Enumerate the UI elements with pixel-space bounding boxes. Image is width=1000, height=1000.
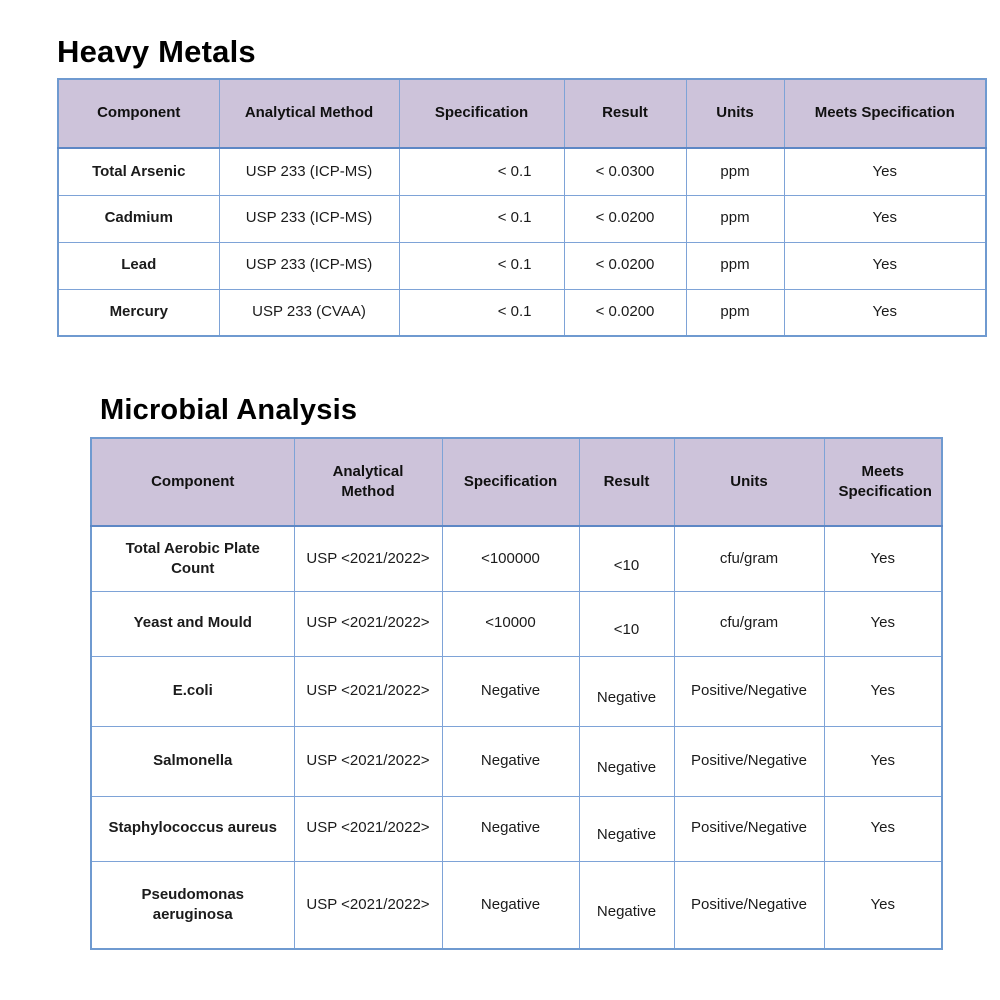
table-cell: Yeast and Mould [91, 591, 294, 656]
table-cell: < 0.0200 [564, 242, 686, 289]
column-header: Analytical Method [294, 438, 442, 526]
table-cell: < 0.0200 [564, 289, 686, 336]
heavy-metals-table [57, 78, 987, 337]
table-cell: USP 233 (CVAA) [219, 289, 399, 336]
column-header: Meets Specification [824, 438, 942, 526]
heavy-metals-title: Heavy Metals [57, 34, 256, 69]
table-cell: < 0.0200 [564, 195, 686, 242]
table-cell: E.coli [91, 656, 294, 726]
heavy-metals-table-body [58, 148, 986, 336]
table-row [91, 861, 942, 949]
table-cell: Negative [579, 726, 674, 796]
table-cell: Yes [784, 289, 986, 336]
table-cell: <10000 [442, 591, 579, 656]
table-cell: Yes [824, 796, 942, 861]
table-cell: < 0.1 [399, 195, 564, 242]
table-cell: USP <2021/2022> [294, 726, 442, 796]
table-cell: < 0.0300 [564, 148, 686, 195]
microbial-analysis-table-body [91, 526, 942, 949]
table-cell: Yes [784, 195, 986, 242]
column-header: Units [674, 438, 824, 526]
column-header: Analytical Method [219, 79, 399, 148]
table-cell: Negative [442, 796, 579, 861]
table-cell: < 0.1 [399, 242, 564, 289]
table-cell: USP <2021/2022> [294, 861, 442, 949]
table-cell: Yes [824, 656, 942, 726]
table-row [91, 656, 942, 726]
table-cell: USP <2021/2022> [294, 526, 442, 591]
table-cell: < 0.1 [399, 289, 564, 336]
heavy-metals-table-header [58, 79, 986, 148]
table-cell: Yes [824, 591, 942, 656]
table-cell: Positive/Negative [674, 656, 824, 726]
table-cell: Yes [784, 242, 986, 289]
table-cell: Staphylococcus aureus [91, 796, 294, 861]
table-cell: Positive/Negative [674, 861, 824, 949]
table-cell: USP <2021/2022> [294, 656, 442, 726]
table-cell: USP <2021/2022> [294, 796, 442, 861]
table-row [58, 195, 986, 242]
column-header: Result [564, 79, 686, 148]
microbial-analysis-title: Microbial Analysis [100, 394, 358, 426]
table-cell: Lead [58, 242, 219, 289]
table-cell: Total Aerobic Plate Count [91, 526, 294, 591]
column-header: Component [58, 79, 219, 148]
table-cell: USP 233 (ICP-MS) [219, 148, 399, 195]
column-header: Specification [399, 79, 564, 148]
table-row [91, 526, 942, 591]
table-cell: Yes [824, 861, 942, 949]
table-cell: Total Arsenic [58, 148, 219, 195]
header-row [58, 79, 986, 148]
table-cell: <10 [579, 591, 674, 656]
table-cell: Yes [824, 526, 942, 591]
table-cell: Yes [784, 148, 986, 195]
table-cell: Negative [442, 656, 579, 726]
table-cell: cfu/gram [674, 591, 824, 656]
table-row [58, 289, 986, 336]
table-cell: <10 [579, 526, 674, 591]
table-cell: ppm [686, 289, 784, 336]
table-cell: Negative [579, 861, 674, 949]
column-header: Component [91, 438, 294, 526]
table-row [58, 148, 986, 195]
table-cell: cfu/gram [674, 526, 824, 591]
table-cell: Cadmium [58, 195, 219, 242]
column-header: Result [579, 438, 674, 526]
table-cell: Yes [824, 726, 942, 796]
table-row [58, 242, 986, 289]
table-cell: Pseudomonas aeruginosa [91, 861, 294, 949]
table-cell: USP <2021/2022> [294, 591, 442, 656]
column-header: Specification [442, 438, 579, 526]
table-cell: Salmonella [91, 726, 294, 796]
table-cell: USP 233 (ICP-MS) [219, 242, 399, 289]
table-cell: Positive/Negative [674, 726, 824, 796]
column-header: Meets Specification [784, 79, 986, 148]
table-row [91, 796, 942, 861]
table-row [91, 726, 942, 796]
table-cell: ppm [686, 195, 784, 242]
table-cell: ppm [686, 148, 784, 195]
table-cell: Positive/Negative [674, 796, 824, 861]
header-row [91, 438, 942, 526]
microbial-analysis-table-header [91, 438, 942, 526]
table-cell: ppm [686, 242, 784, 289]
table-cell: Negative [442, 726, 579, 796]
table-cell: Negative [579, 656, 674, 726]
table-cell: USP 233 (ICP-MS) [219, 195, 399, 242]
table-cell: Mercury [58, 289, 219, 336]
table-cell: Negative [579, 796, 674, 861]
column-header: Units [686, 79, 784, 148]
microbial-analysis-table [90, 437, 943, 950]
table-cell: Negative [442, 861, 579, 949]
table-row [91, 591, 942, 656]
table-cell: < 0.1 [399, 148, 564, 195]
table-cell: <100000 [442, 526, 579, 591]
